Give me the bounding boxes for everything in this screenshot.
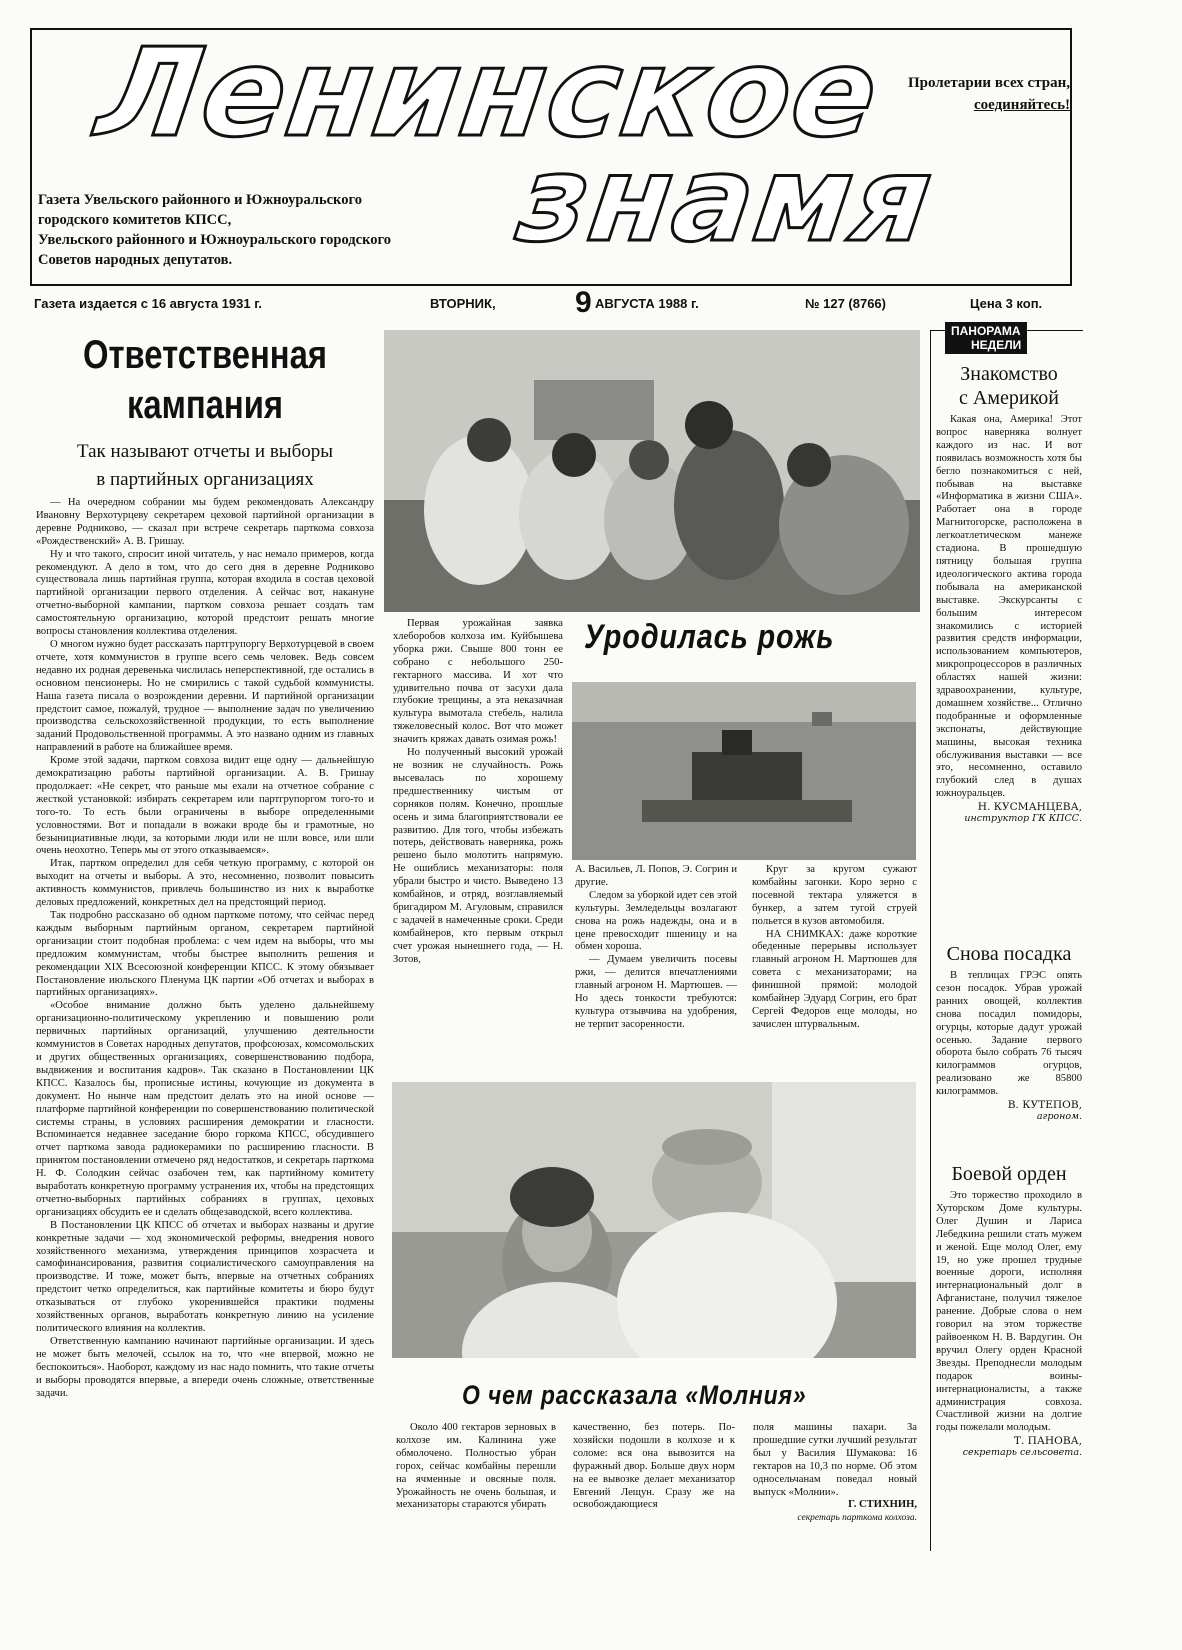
paragraph: В Постановлении ЦК КПСС об отчетах и выборах названы и другие конкретные задачи — ход экономической реформы, внедрения нового хозяйственного механизма, утверждения принципов хозрасчета и самофинансирования, развития социалистического самоуправления на производстве. И тоже, может быть, впервые на отчетных собраниях предстоит четко определиться, как партийные комитеты и бюро будут отказываться от глубоко укоренившейся практики подмены хозяйственных органов, выработать конкретную линию на усиление политического влияния на коллектив.: [36, 1219, 374, 1334]
panorama-item-america: [936, 362, 1082, 824]
newspaper-title-line1: Ленинское: [90, 22, 888, 164]
item-signature: В. КУТЕПОВ,: [1007, 1099, 1082, 1112]
photo-field-workers: [384, 330, 920, 612]
slogan-line1: Пролетарии всех стран,: [908, 75, 1070, 91]
paragraph: Но полученный высокий урожай не возник не случайность. Рожь высевалась по хорошему предшественнику чистым от сорняков полям. Конечно, прошлые осень и зима благоприятствовали ее развитию. Для того, чтобы избежать потерь, действовать наверняка, рожь решено было молотить напрямую. Не ошиблись механизаторы: поля убрали быстро и чисто. Выведено 13 комбайнов, и отряд, возглавляемый бригадиром М. Агуловым, справился с задачей в намеченные сроки. Среди комбайнеров, кто первым открыл счет урожая нынешнего года, — Н. Зотов,: [393, 747, 563, 965]
item-title: с Америкой: [959, 387, 1059, 409]
item-signature-role: агроном.: [1036, 1111, 1082, 1123]
rye-column-1: [393, 618, 563, 966]
newspaper-title-line2: знамя: [510, 130, 942, 268]
photo-young-combiner: [392, 1082, 916, 1358]
paragraph: — На очередном собрании мы будем рекомендовать Александру Ивановну Верхотурцеву секретарем цеховой партийной организации в деревне Родниково, — сказал при встрече секретарь парткома совхоза «Рождественский» А. В. Гришау.: [36, 497, 374, 547]
lead-article-body: [36, 497, 374, 1400]
publisher-line: Газета Увельского районного и Южноуральского: [38, 192, 362, 208]
molniya-column-3: [753, 1422, 917, 1525]
paragraph: «Особое внимание должно быть уделено дальнейшему организационно-политическому укреплению и повышению роли первичных партийных организаций, улучшению деятельности коммунистов в Советах народных депутатов, профсоюзах, комсомольских и других общественных организациях, совершенствованию подбора, выдвижения и воспитания кадров». Так сказано в Постановлении ЦК КПСС. Казалось бы, прописные истины, кочующие из документа в документ. Но нынче нам предстоит делать это на иной основе — платформе партийной конференции по совершенствованию политической системы страны, в условиях расширения демократии и гласности. Вспоминается недавнее заседание бюро горкома КПСС, обсудившего отчет парткома завода радиокерамики по расширению гласности. В принятом постановлении отмечено ряд недостатков, и секретарь парткома Н. Ф. Солодкин сейчас озабочен тем, как партийному комитету выработать конкретную программу устранения их, чтобы на предстоящих отчетно-выборных партийных собраниях в группах, цеховых организациях обсудить ее и сделать общезаводской, всего коллектива.: [36, 1000, 374, 1218]
day-number: 9: [575, 286, 592, 319]
paragraph: Круг за кругом сужают комбайны загонки. Коро зерно с посевной тектара уляжется в бункер, а затем тугой струей польется в кузов автомобиля.: [752, 864, 917, 927]
month-year: АВГУСТА 1988 г.: [595, 296, 699, 311]
paragraph: Первая урожайная заявка хлеборобов колхоза им. Куйбышева уборка ржи. Свыше 800 тонн ее собрано с небольшого 250-гектарного массива. И хот что удивительно почва от засухи дала глубокие трещины, а эта неказачная культура вымотала стебель, налила тяжеловесный колос. Вот что может значить кряжах давать озимая рожь!: [393, 618, 563, 746]
paragraph: Ответственную кампанию начинают партийные организации. И здесь не может быть мелочей, ссылок на то, что «не впервой, можно не беспокоиться». Наоборот, каждому из нас надо помнить, что такие отчеты и выборы проводятся впервые, а впереди очень сложные, ответственные задачи.: [36, 1335, 374, 1399]
item-signature-role: инструктор ГК КПСС.: [964, 813, 1082, 825]
issue-number: № 127 (8766): [805, 296, 886, 311]
publisher-info: [38, 190, 508, 270]
weekday: ВТОРНИК,: [430, 296, 496, 311]
publisher-line: Увельского районного и Южноуральского городского: [38, 232, 391, 248]
molniya-column-2: [573, 1422, 735, 1512]
panorama-tag-line2: НЕДЕЛИ: [971, 338, 1022, 352]
rye-headline: Уродилась рожь: [584, 618, 835, 656]
lead-subhead: [36, 438, 374, 494]
lead-subhead-line2: в партийных организациях: [96, 469, 314, 490]
paragraph: О многом нужно будет рассказать партгрупоргу Верхотурцевой в своем отчете, хотя коммунистов в группе всего семь человек. Ведь совсем недавно их родная деревенька числилась неперспективной, где остались в основном пенсионеры. Но не смирились с такой судьбой коммунисты. Наша газета писала о возрождении деревни. И партийной организации предстоит самое, пожалуй, трудное — выполнение задач по увеличению производства сельскохозяйственной продукции, то есть выполнение заданий Продовольственной программы. А это названо одним из главных направлений в работе на ближайшее время.: [36, 638, 374, 754]
paragraph: — Думаем увеличить посевы ржи, — делится впечатлениями главный агроном Н. Мартюшев. — Но здесь тонкости требуются: культура отзывчива на удобрения, не терпит засоренности.: [575, 954, 737, 1030]
lead-headline-line1: Ответственная: [82, 333, 328, 377]
paragraph: Следом за уборкой идет сев этой культуры. Земледельцы возлагают снова на рожь надежды, она и в цене превосходит пшеницу и на обмен хороша.: [575, 889, 737, 953]
item-title: Знакомство: [960, 363, 1058, 385]
panorama-item-order: [936, 1162, 1082, 1458]
item-text: [936, 414, 1082, 801]
paragraph: Это торжество проходило в Хуторском Доме культуры. Олег Душин и Лариса Лебедкина решили стать мужем и женой. Еще молод Олег, ему 19, но уже прошел трудные военные дороги, исполняя интернациональный долг в Афганистане, получил тяжелое ранение. Добрые слова о нем говорил на этом торжестве райвоенком Н. В. Вардугин. Он вручил Олегу орден Красной Звезды. Преподнесли молодым подарок воины-интернационалисты, а также администрация совхоза. Счастливой жизни на долгие годы пожелали молодым.: [936, 1190, 1082, 1434]
paragraph: Кроме этой задачи, партком совхоза видит еще одну — дальнейшую демократизацию работы партийной организации. А. В. Гришау продолжает: «Не секрет, что раньше мы ехали на отчетное собрание с жесткой установкой: избирать секретарем или партгрупоргом того-то и того-то. То есть были ограничены в выборе определенными условностями. Вот и попадали в вожаки вроде бы и грамотные, но безынициативные люди, за которыми люди или не шли вовсе, или шли очень неохотно. Теперь мы от этого отказываемся».: [36, 755, 374, 857]
paragraph: Ну и что такого, спросит иной читатель, у нас немало примеров, когда рекомендуют. А дело в том, что до сего дня в деревне Родниково существовала лишь партийная группа, которая входила в состав цеховой партийной организации первого отделения. А сейчас вот, накануне отчетно-выборной кампании, партком совхоза решает создать там самостоятельную организацию, которой предстоит решать многие вопросы становления коллектива отделения.: [36, 548, 374, 638]
item-signature-role: секретарь сельсовета.: [962, 1447, 1082, 1459]
publisher-line: Советов народных депутатов.: [38, 252, 233, 268]
paragraph: А. Васильев, Л. Попов, Э. Согрин и другие.: [575, 864, 737, 888]
item-signature: Т. ПАНОВА,: [1013, 1435, 1082, 1448]
panorama-item-planting: [936, 942, 1082, 1122]
publisher-line: городского комитетов КПСС,: [38, 212, 232, 228]
item-title: Снова посадка: [946, 943, 1072, 965]
price: Цена 3 коп.: [970, 296, 1043, 311]
molniya-signature: Г. СТИХНИН,: [848, 1499, 917, 1511]
item-text: [936, 1190, 1082, 1435]
paragraph: Около 400 гектаров зерновых в колхозе им. Калинина уже обмолочено. Полностью убран горох, сейчас комбайны перешли на ячменные и овсяные поля. Урожайность не очень большая, и механизаторы стараются убирать: [396, 1422, 556, 1511]
lead-headline-line2: кампания: [126, 383, 284, 427]
rye-column-2: [575, 864, 737, 1032]
molniya-headline: О чем рассказала «Молния»: [462, 1380, 807, 1410]
slogan: [850, 72, 1070, 116]
paragraph: Итак, партком определил для себя четкую программу, с которой он выходит на отчеты и выборы. А это, несомненно, позволит повысить активность коммунистов, привлечь большинство из них к выработке деловых предложений, конкретных дел на предстоящий период.: [36, 858, 374, 909]
slogan-line2: соединяйтесь!: [973, 97, 1070, 113]
paragraph: качественно, без потерь. По-хозяйски подошли в колхозе и к соломе: вся она вывозится на фуражный двор. Больше двух норм на ее вывозке делает механизатор Евгений Лещун. Сразу же на освобождающиеся: [573, 1422, 735, 1511]
molniya-column-1: [396, 1422, 556, 1512]
molniya-signature-role: секретарь парткома колхоза.: [797, 1513, 917, 1524]
item-text: [936, 970, 1082, 1099]
paragraph: Какая она, Америка! Этот вопрос наверняка волнует каждого из нас. И вот появилась возможность хотя бы бегло познакомиться с ней, побывав на выставке «Информатика в жизни США». Работает она в городе Магнитогорске, расположена в легкоатлетическом манеже стадиона. В прошедшую пятницу большая группа идеологического актива города побывала на американской выставке. Экскурсанты с большим интересом знакомились с историей развития средств информации, использованием компьютеров, микропроцессоров в различных областях нашей жизни: здравоохранении, культуре, домашнем хозяйстве... Отлично подобранные и оформленные экспонаты, действующие машины, высокая техника обслуживания выставки — все это, несомненно, оставило глубокий след в душах южноуральцев.: [936, 414, 1082, 800]
photo-caption: НА СНИМКАХ: даже короткие обеденные перерывы использует главный агроном Н. Мартюшев для совета с механизаторами; на финишной прямой: молодой комбайнер Эдуард Согрин, его брат Сергей Федоров еще молоды, но зачислен штурвальным.: [752, 928, 917, 1030]
lead-headline: [66, 330, 343, 430]
rye-column-3: [752, 864, 917, 1032]
paragraph: поля машины пахари. За прошедшие сутки лучший результат был у Василия Шумакова: 16 гектаров на 10,3 по норме. Об этом односельчанам поведал новый выпуск «Молнии».: [753, 1422, 918, 1498]
photo-combine-harvester: [572, 682, 916, 860]
item-signature: Н. КУСМАНЦЕВА,: [977, 801, 1082, 814]
item-title: Боевой орден: [951, 1163, 1067, 1185]
issue-info-bar: [30, 286, 1072, 319]
panorama-tag: [945, 322, 1027, 354]
lead-subhead-line1: Так называют отчеты и выборы: [76, 441, 334, 462]
founded-date: Газета издается с 16 августа 1931 г.: [34, 296, 262, 311]
paragraph: В теплицах ГРЭС опять сезон посадок. Убрав урожай ранних овощей, коллектив снова посадил помидоры, огурцы, которые дадут урожай осенью. Задание первого оборота было собрать 76 тысяч килограммов огурцов, реализовано же 85800 килограммов.: [936, 970, 1082, 1098]
panorama-tag-line1: ПАНОРАМА: [951, 324, 1021, 338]
paragraph: Так подробно рассказано об одном парткоме потому, что сейчас перед каждым выборным партийным органом, секретарем партийной организации стоит подобная проблема: с чем идем на выборы, что мы предложим коммунистам, чтобы быстрее выполнить решения и рекомендации XIX Всесоюзной конференции КПСС. К этому обязывает Постановление июльского Пленума ЦК партии «Об отчетах и выборах в партийных организациях».: [36, 910, 374, 999]
